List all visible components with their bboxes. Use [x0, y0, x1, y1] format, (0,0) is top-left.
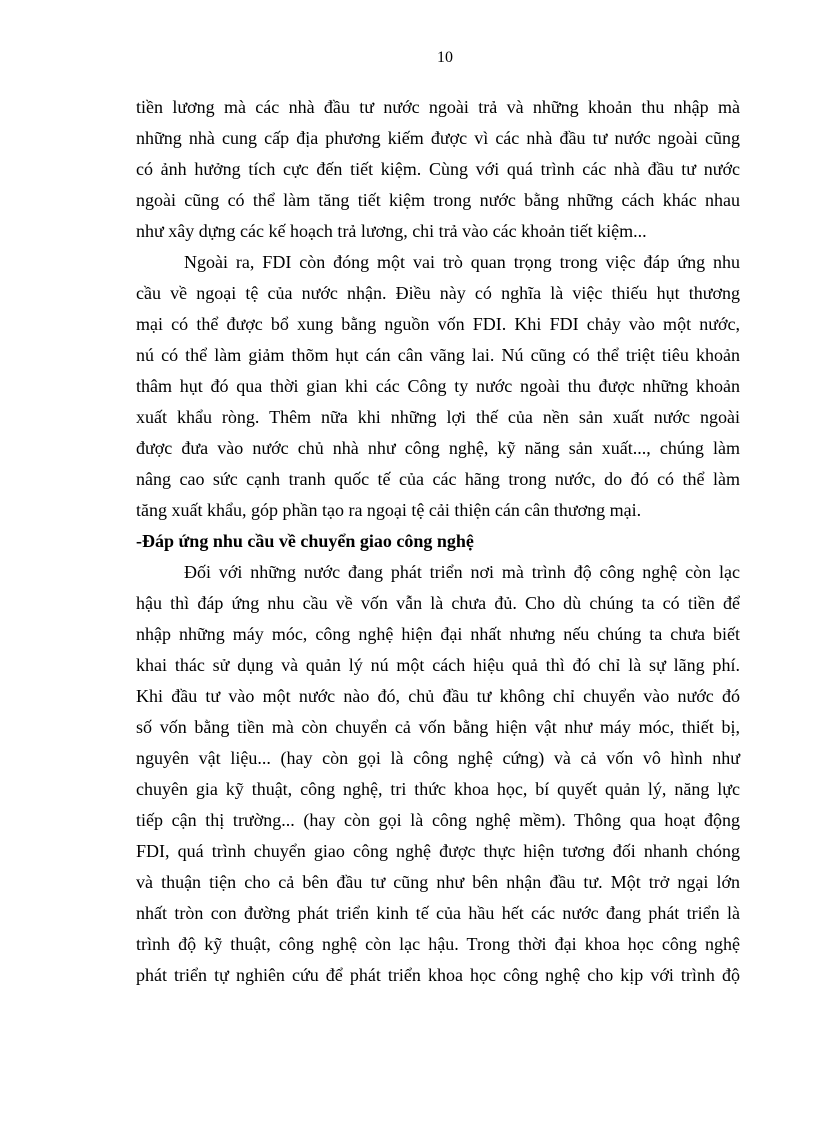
text-line: chuyên gia kỹ thuật, công nghệ, tri thức khoa học, bí quyết quản lý, năng lực: [136, 779, 740, 799]
section-heading-block: [136, 526, 740, 557]
text-line: những nhà cung cấp địa phương kiếm được vì các nhà đầu tư nước ngoài cũng: [136, 128, 740, 148]
text-line: nguyên vật liệu... (hay còn gọi là công nghệ cứng) và cả vốn vô hình như: [136, 748, 740, 768]
text-line: tăng xuất khẩu, góp phần tạo ra ngoại tệ cải thiện cán cân thương mại.: [136, 500, 642, 520]
text-line: FDI, quá trình chuyển giao công nghệ được thực hiện tương đối nhanh chóng: [136, 841, 740, 861]
text-line: tiền lương mà các nhà đầu tư nước ngoài trả và những khoản thu nhập mà: [136, 97, 740, 117]
text-line: thâm hụt đó qua thời gian khi các Công ty nước ngoài thu được những khoản: [136, 376, 740, 396]
text-line: được đưa vào nước chủ nhà như công nghệ, kỹ năng sản xuất..., chúng làm: [136, 438, 740, 458]
text-line: tiếp cận thị trường... (hay còn gọi là công nghệ mềm). Thông qua hoạt động: [136, 810, 740, 830]
text-line: như xây dựng các kế hoạch trả lương, chi trả vào các khoản tiết kiệm...: [136, 221, 647, 241]
text-line: nhất tròn con đường phát triển kinh tế của hầu hết các nước đang phát triển là: [136, 903, 740, 923]
paragraph: [136, 247, 740, 526]
text-line: nú có thể làm giảm thõm hụt cán cân vãng lai. Nú cũng có thể triệt tiêu khoản: [136, 345, 740, 365]
text-line: trình độ kỹ thuật, công nghệ còn lạc hậu. Trong thời đại khoa học công nghệ: [136, 934, 740, 954]
text-line: Ngoài ra, FDI còn đóng một vai trò quan trọng trong việc đáp ứng nhu: [184, 252, 740, 272]
text-line: hậu thì đáp ứng nhu cầu về vốn vẫn là chưa đủ. Cho dù chúng ta có tiền để: [136, 593, 740, 613]
text-line: cầu về ngoại tệ của nước nhận. Điều này có nghĩa là việc thiếu hụt thương: [136, 283, 740, 303]
body-text: [136, 92, 740, 991]
paragraph: [136, 557, 740, 991]
text-line: có ảnh hưởng tích cực đến tiết kiệm. Cùng với quá trình các nhà đầu tư nước: [136, 159, 740, 179]
text-line: Khi đầu tư vào một nước nào đó, chủ đầu tư không chỉ chuyển vào nước đó: [136, 686, 740, 706]
section-heading: -Đáp ứng nhu cầu về chuyển giao công nghệ: [136, 531, 474, 551]
text-line: ngoài cũng có thể làm tăng tiết kiệm trong nước bằng những cách khác nhau: [136, 190, 740, 210]
text-line: mại có thể được bổ xung bằng nguồn vốn FDI. Khi FDI chảy vào một nước,: [136, 314, 740, 334]
text-line: khai thác sử dụng và quản lý nú một cách hiệu quả thì đó chỉ là sự lãng phí.: [136, 655, 740, 675]
text-line: xuất khẩu ròng. Thêm nữa khi những lợi thế của nền sản xuất nước ngoài: [136, 407, 740, 427]
page-number: 10: [437, 49, 453, 66]
paragraph: [136, 92, 740, 247]
text-line: và thuận tiện cho cả bên đầu tư cũng như bên nhận đầu tư. Một trở ngại lớn: [136, 872, 740, 892]
text-line: Đối với những nước đang phát triển nơi mà trình độ công nghệ còn lạc: [184, 562, 740, 582]
text-line: số vốn bằng tiền mà còn chuyển cả vốn bằng hiện vật như máy móc, thiết bị,: [136, 717, 740, 737]
text-line: phát triển tự nghiên cứu để phát triển khoa học công nghệ cho kịp với trình độ: [136, 965, 740, 985]
text-line: nhập những máy móc, công nghệ hiện đại nhất nhưng nếu chúng ta chưa biết: [136, 624, 740, 644]
text-line: nâng cao sức cạnh tranh quốc tế của các hãng trong nước, do đó có thể làm: [136, 469, 740, 489]
